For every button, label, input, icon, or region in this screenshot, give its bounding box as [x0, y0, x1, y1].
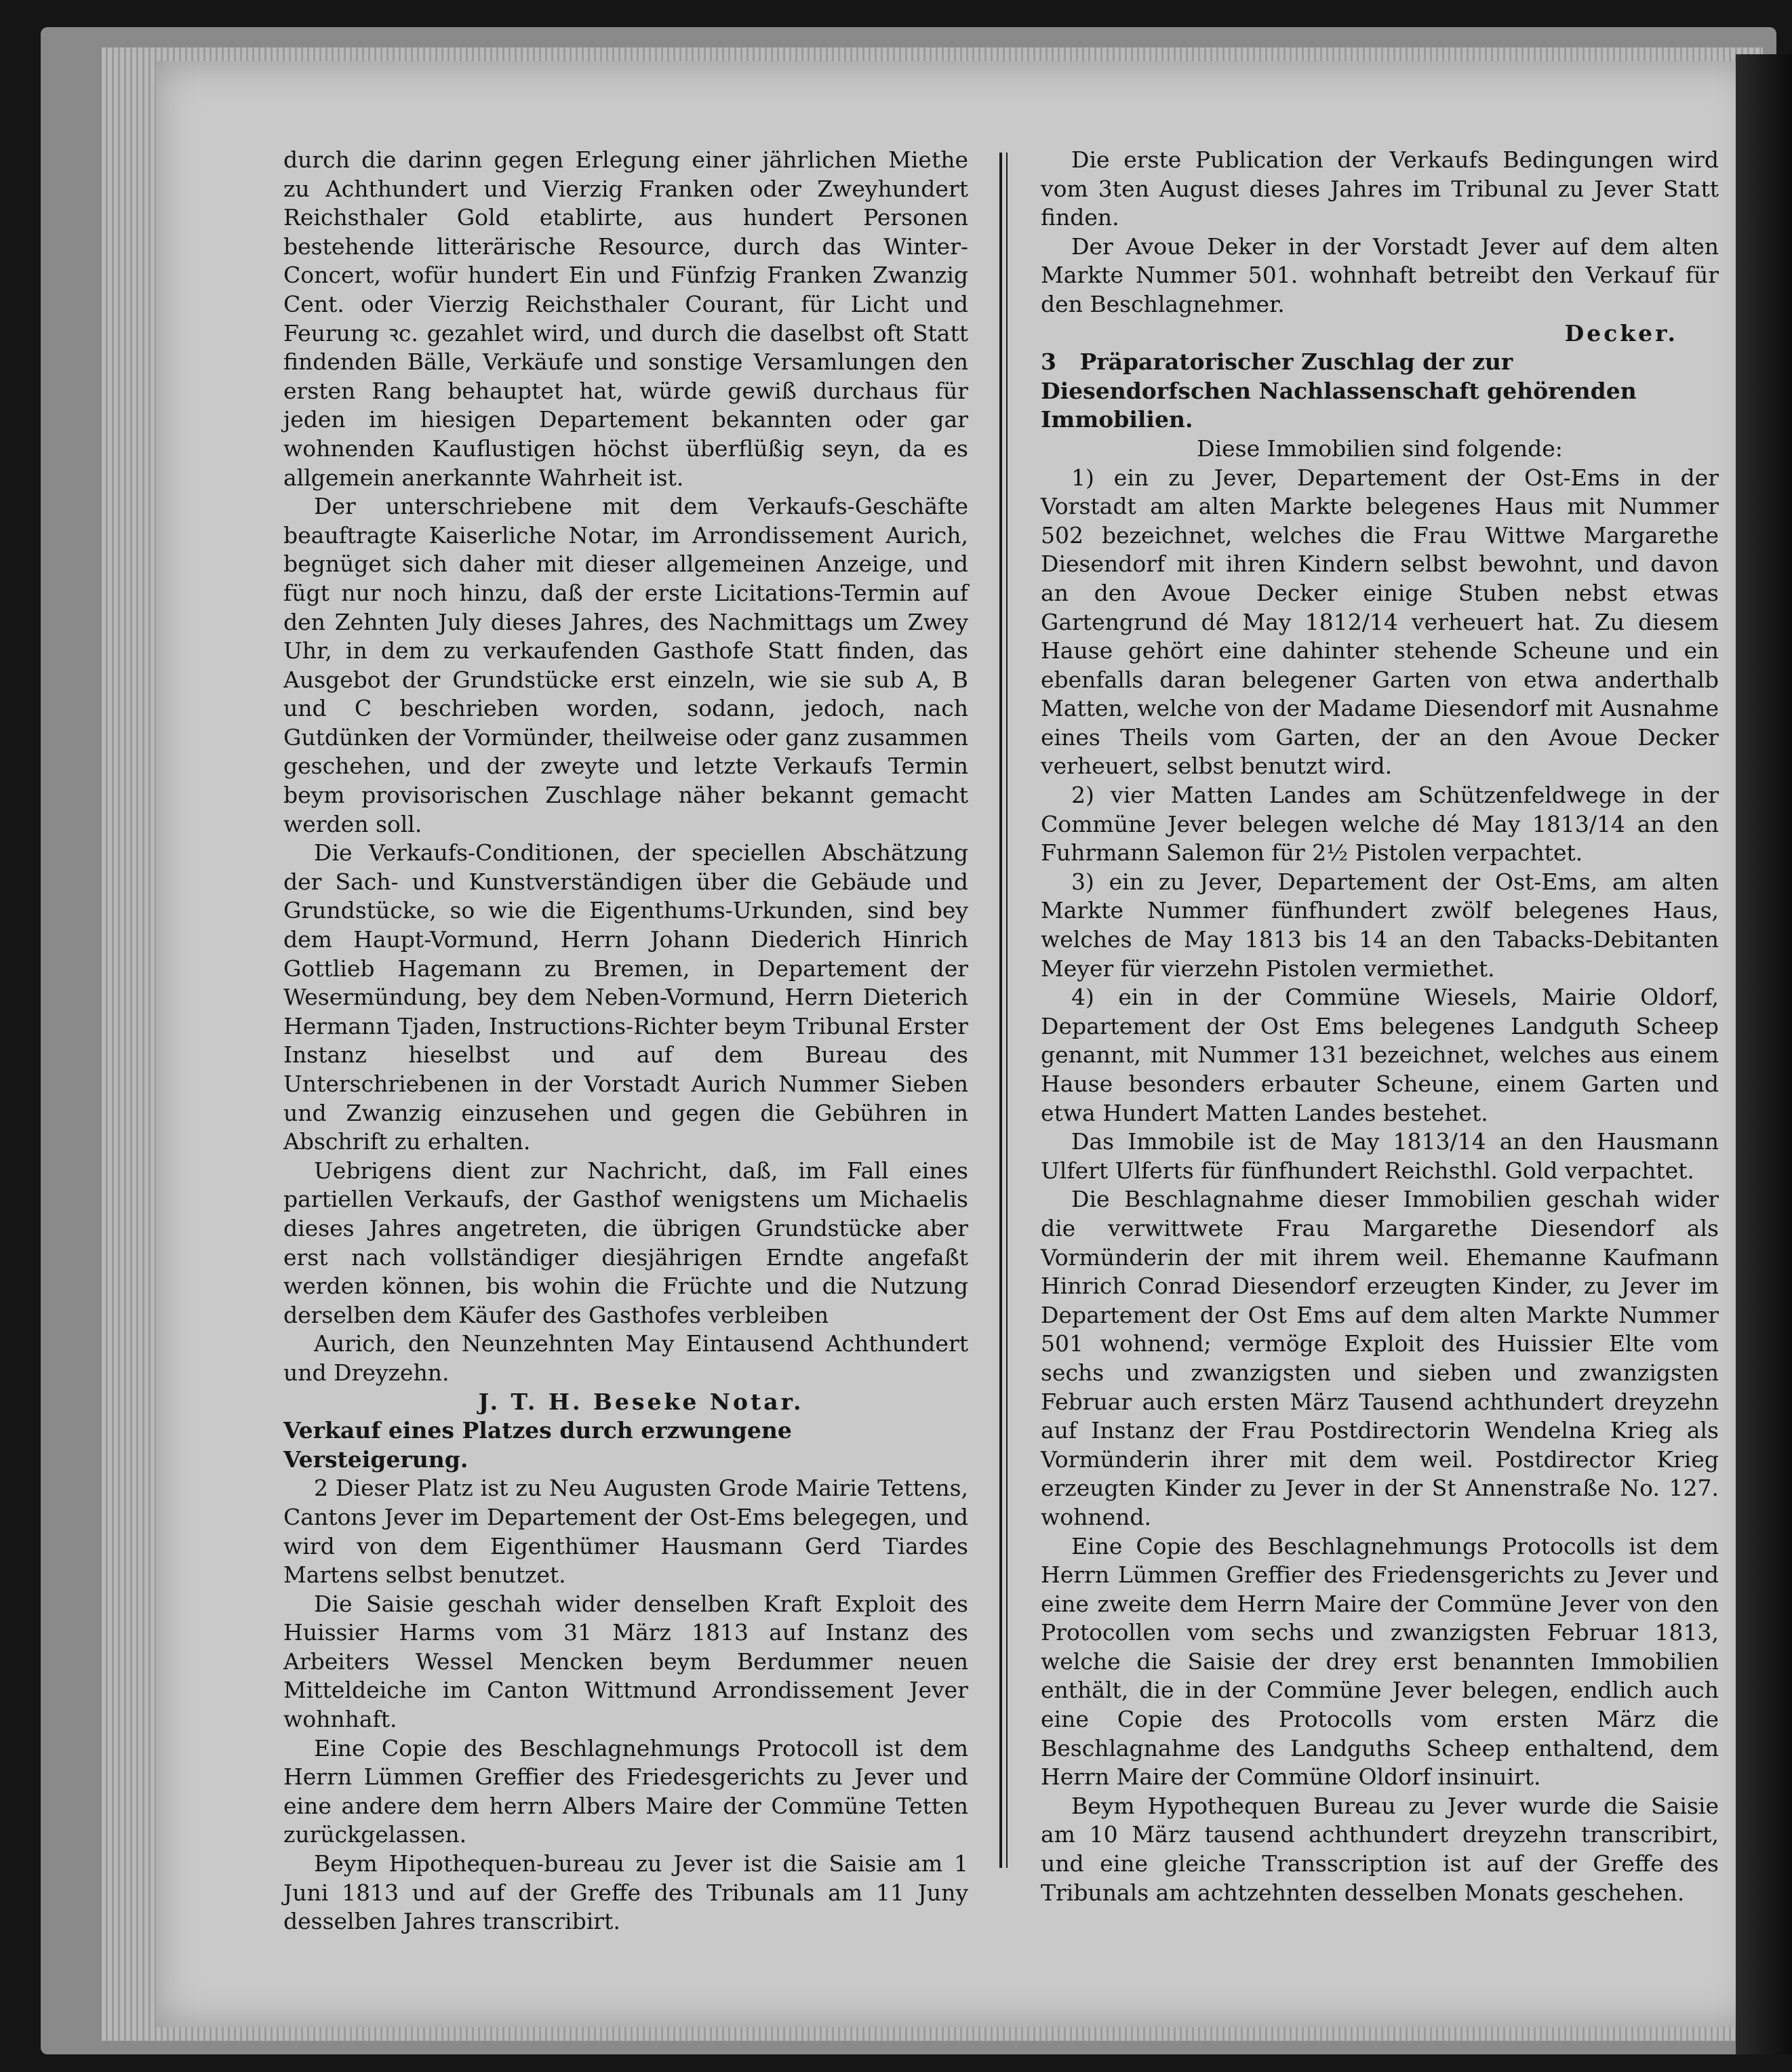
left-paragraph-9: Beym Hipothequen-bureau zu Jever ist die Saisie am 1 Juni 1813 und auf der Greffe des Tribunals am 11 Juny desselben Jahres transcribirt. [283, 1850, 968, 1935]
right-intro: Diese Immobilien sind folgende: [1197, 435, 1563, 462]
right-signature: Decker. [1564, 319, 1678, 346]
right-paragraph-5: Eine Copie des Beschlagnehmungs Protocolls ist dem Herrn Lümmen Greffier des Friedensgerichts zu Jever und eine zweite dem Herrn Maire der Commüne Jever von den Protocollen vom sechs und zwanzigsten Februar 1813, welche die Saisie der drey erst benannten Immobilien enthält, die in der Commüne Jever belegen, endlich auch eine Copie des Protocolls vom ersten März die Beschlagnahme des Landguths Scheep enthaltend, dem Herrn Maire der Commüne Oldorf insinuirt. [1041, 1532, 1719, 1791]
right-heading [1041, 348, 1719, 435]
left-paragraph-8: Eine Copie des Beschlagnehmungs Protocoll ist dem Herrn Lümmen Greffier des Friedesgerichts zu Jever und eine andere dem herrn Albers Maire der Commüne Tetten zurückgelassen. [283, 1734, 968, 1848]
right-paragraph-6: Beym Hypothequen Bureau zu Jever wurde die Saisie am 10 März tausend achthundert dreyzehn transcribirt, und eine gleiche Transscription ist auf der Greffe des Tribunals am achtzehnten desselben Monats geschehen. [1041, 1792, 1719, 1906]
right-item-1: 1) ein zu Jever, Departement der Ost-Ems in der Vorstadt am alten Markte belegenes Haus mit Nummer 502 bezeichnet, welches die Frau Wittwe Margarethe Diesendorf mit ihren Kindern selbst bewohnt, und davon an den Avoue Decker einige Stuben nebst etwas Gartengrund dé May 1812/14 verheuert hat. Zu diesem Hause gehört eine dahinter stehende Scheune und ein ebenfalls daran belegener Garten von etwa anderthalb Matten, welche von der Madame Diesendorf mit Ausnahme eines Theils vom Garten, der an den Avoue Decker verheuert, selbst benutzt wird. [1041, 464, 1719, 780]
right-paragraph-4: Die Beschlagnahme dieser Immobilien geschah wider die verwittwete Frau Margarethe Diesendorf als Vormünderin der mit ihrem weil. Ehemanne Kaufmann Hinrich Conrad Diesendorf erzeugten Kinder, zu Jever im Departement der Ost Ems auf dem alten Markte Nummer 501 wohnend; vermöge Exploit des Huissier Elte vom sechs und zwanzigsten und sieben und zwanzigsten Februar auch ersten März Tausend achthundert dreyzehn auf Instanz der Frau Postdirectorin Wendelna Krieg als Vormünderin ihrer mit dem weil. Postdirector Krieg erzeugten Kinder zu Jever in der St Annenstraße No. 127. wohnend. [1041, 1186, 1719, 1530]
left-paragraph-4: Uebrigens dient zur Nachricht, daß, im Fall eines partiellen Verkaufs, der Gasthof wenigstens um Michaelis dieses Jahres angetreten, die übrigen Grundstücke aber erst nach vollständiger diesjährigen Erndte angefaßt werden können, bis wohin die Früchte und die Nutzung derselben dem Käufer des Gasthofes verbleiben [283, 1157, 968, 1328]
left-paragraph-3: Die Verkaufs-Conditionen, der speciellen Abschätzung der Sach- und Kunstverständigen über die Gebäude und Grundstücke, so wie die Eigenthums-Urkunden, sind bey dem Haupt-Vormund, Herrn Johann Diederich Hinrich Gottlieb Hagemann zu Bremen, in Departement der Wesermündung, bey dem Neben-Vormund, Herrn Dieterich Hermann Tjaden, Instructions-Richter beym Tribunal Erster Instanz hieselbst und auf dem Bureau des Unterschriebenen in der Vorstadt Aurich Nummer Sieben und Zwanzig einzusehen und gegen die Gebühren in Abschrift zu erhalten. [283, 839, 968, 1155]
left-paragraph-5: Aurich, den Neunzehnten May Eintausend Achthundert und Dreyzehn. [283, 1330, 968, 1386]
column-divider-thin [1006, 153, 1008, 1868]
right-paragraph-2: Der Avoue Deker in der Vorstadt Jever auf dem alten Markte Nummer 501. wohnhaft betreibt den Verkauf für den Beschlagnehmer. [1041, 233, 1719, 317]
gutter-shadow [1736, 54, 1792, 2054]
right-heading-number: 3 [1041, 348, 1056, 376]
left-signature: J. T. H. Beseke Notar. [478, 1388, 804, 1415]
left-paragraph-2: Der unterschriebene mit dem Verkaufs-Geschäfte beauftragte Kaiserliche Notar, im Arrondissement Aurich, begnüget sich daher mit dieser allgemeinen Anzeige, und fügt nur noch hinzu, daß der erste Licitations-Termin auf den Zehnten July dieses Jahres, des Nachmittags um Zwey Uhr, in dem zu verkaufenden Gasthofe Statt finden, das Ausgebot der Grundstücke erst einzeln, wie sie sub A, B und C beschrieben worden, sodann, jedoch, nach Gutdünken der Vormünder, theilweise oder ganz zusammen geschehen, und der zweyte und letzte Verkaufs Termin beym provisorischen Zuschlage näher bekannt gemacht werden soll. [283, 493, 968, 837]
right-item-3: 3) ein zu Jever, Departement der Ost-Ems, am alten Markte Nummer fünfhundert zwölf belegenes Haus, welches de May 1813 bis 14 an den Tabacks-Debitanten Meyer für vierzehn Pistolen vermiethet. [1041, 868, 1719, 982]
right-paragraph-1: Die erste Publication der Verkaufs Bedingungen wird vom 3ten August dieses Jahres im Tribunal zu Jever Statt finden. [1041, 146, 1719, 231]
left-paragraph-6: 2 Dieser Platz ist zu Neu Augusten Grode Mairie Tettens, Cantons Jever im Departement der Ost-Ems belegegen, und wird von dem Eigenthümer Hausmann Gerd Tiardes Martens selbst benutzet. [283, 1475, 968, 1589]
left-column [283, 146, 968, 1936]
right-heading-text: Präparatorischer Zuschlag der zur Diesendorfschen Nachlassenschaft gehörenden Immobilien. [1041, 348, 1637, 433]
left-paragraph-7: Die Saisie geschah wider denselben Kraft Exploit des Huissier Harms vom 31 März 1813 auf Instanz des Arbeiters Wessel Mencken beym Berdummer neuen Mitteldeiche im Canton Wittmund Arrondissement Jever wohnhaft. [283, 1590, 968, 1733]
left-paragraph-1: durch die darinn gegen Erlegung einer jährlichen Miethe zu Achthundert und Vierzig Franken oder Zweyhundert Reichsthaler Gold etablirte, aus hundert Personen bestehende litterärische Resource, durch das Winter-Concert, wofür hundert Ein und Fünfzig Franken Zwanzig Cent. oder Vierzig Reichsthaler Courant, für Licht und Feurung ꝛc. gezahlet wird, und durch die daselbst oft Statt findenden Bälle, Verkäufe und sonstige Versamlungen den ersten Rang behauptet hat, würde gewiß durchaus für jeden im hiesigen Departement bekannten oder gar wohnenden Kauflustigen höchst überflüßig seyn, da es allgemein anerkannte Wahrheit ist. [283, 146, 968, 491]
right-column [1041, 146, 1719, 1907]
right-item-4: 4) ein in der Commüne Wiesels, Mairie Oldorf, Departement der Ost Ems belegenes Landguth Scheep genannt, mit Nummer 131 bezeichnet, welches aus einem Hause besonders erbauter Scheune, einem Garten und etwa Hundert Matten Landes bestehet. [1041, 984, 1719, 1126]
right-item-2: 2) vier Matten Landes am Schützenfeldwege in der Commüne Jever belegen welche dé May 1813/14 an den Fuhrmann Salemon für 2½ Pistolen verpachtet. [1041, 782, 1719, 866]
column-divider [999, 153, 1002, 1868]
left-heading: Verkauf eines Platzes durch erzwungene Versteigerung. [283, 1417, 792, 1473]
right-paragraph-3: Das Immobile ist de May 1813/14 an den Hausmann Ulfert Ulferts für fünfhundert Reichsthl. Gold verpachtet. [1041, 1128, 1719, 1184]
